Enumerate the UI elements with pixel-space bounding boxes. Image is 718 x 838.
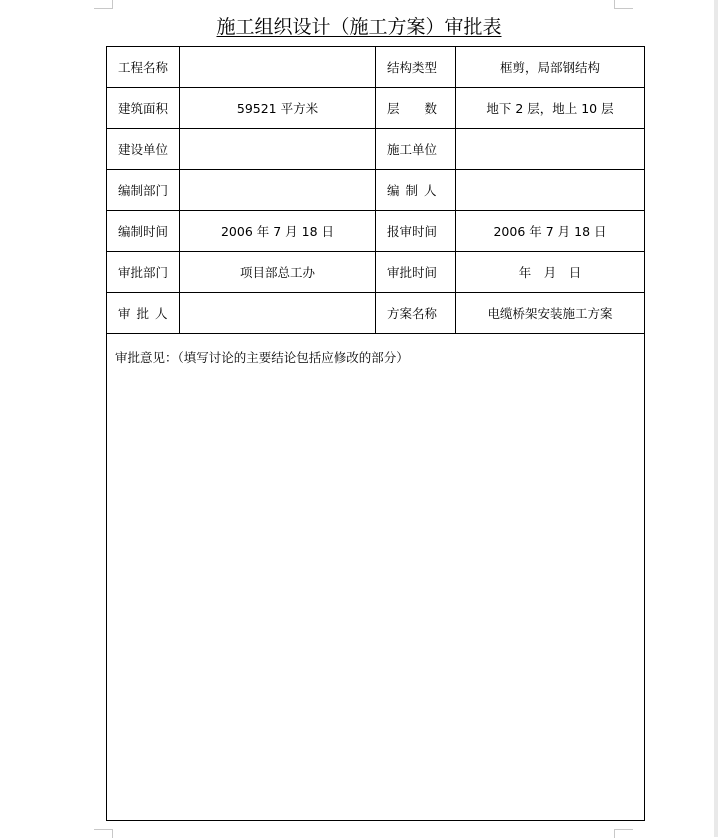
document-title: 施工组织设计（施工方案）审批表 (216, 16, 502, 38)
value-submit-time[interactable]: 2006 年 7 月 18 日 (456, 211, 645, 252)
value-construction-unit[interactable] (456, 129, 645, 170)
value-compiling-dept[interactable] (180, 170, 376, 211)
label-compiling-dept: 编制部门 (107, 170, 180, 211)
value-approval-dept[interactable]: 项目部总工办 (180, 252, 376, 293)
label-construction-unit: 施工单位 (376, 129, 456, 170)
value-project-name[interactable] (180, 47, 376, 88)
value-compiler[interactable] (456, 170, 645, 211)
label-owner-unit: 建设单位 (107, 129, 180, 170)
margin-marker-top-left (94, 0, 113, 9)
row-approval-opinion (107, 334, 645, 821)
approval-opinion-label: 审批意见：（填写讨论的主要结论包括应修改的部分） (115, 350, 409, 365)
row-building-area (107, 88, 645, 129)
row-approver (107, 293, 645, 334)
label-submit-time: 报审时间 (376, 211, 456, 252)
document-title-wrap (0, 14, 718, 40)
label-compile-time: 编制时间 (107, 211, 180, 252)
label-structure-type: 结构类型 (376, 47, 456, 88)
approval-opinion-cell[interactable] (107, 334, 645, 821)
row-compile-time (107, 211, 645, 252)
label-floors: 层 数 (376, 88, 456, 129)
page-edge (714, 0, 718, 837)
row-approval-dept (107, 252, 645, 293)
label-approver: 审 批 人 (107, 293, 180, 334)
value-compile-time[interactable]: 2006 年 7 月 18 日 (180, 211, 376, 252)
label-approval-dept: 审批部门 (107, 252, 180, 293)
row-owner-unit (107, 129, 645, 170)
row-compiling-dept (107, 170, 645, 211)
value-plan-name[interactable]: 电缆桥架安装施工方案 (456, 293, 645, 334)
value-owner-unit[interactable] (180, 129, 376, 170)
label-building-area: 建筑面积 (107, 88, 180, 129)
label-compiler: 编 制 人 (376, 170, 456, 211)
value-approval-time[interactable]: 年 月 日 (456, 252, 645, 293)
value-floors[interactable]: 地下 2 层，地上 10 层 (456, 88, 645, 129)
approval-form-table (106, 46, 645, 821)
value-structure-type[interactable]: 框剪，局部钢结构 (456, 47, 645, 88)
label-plan-name: 方案名称 (376, 293, 456, 334)
margin-marker-top-right (614, 0, 633, 9)
row-project-name (107, 47, 645, 88)
label-project-name: 工程名称 (107, 47, 180, 88)
value-approver[interactable] (180, 293, 376, 334)
value-building-area[interactable]: 59521 平方米 (180, 88, 376, 129)
label-approval-time: 审批时间 (376, 252, 456, 293)
